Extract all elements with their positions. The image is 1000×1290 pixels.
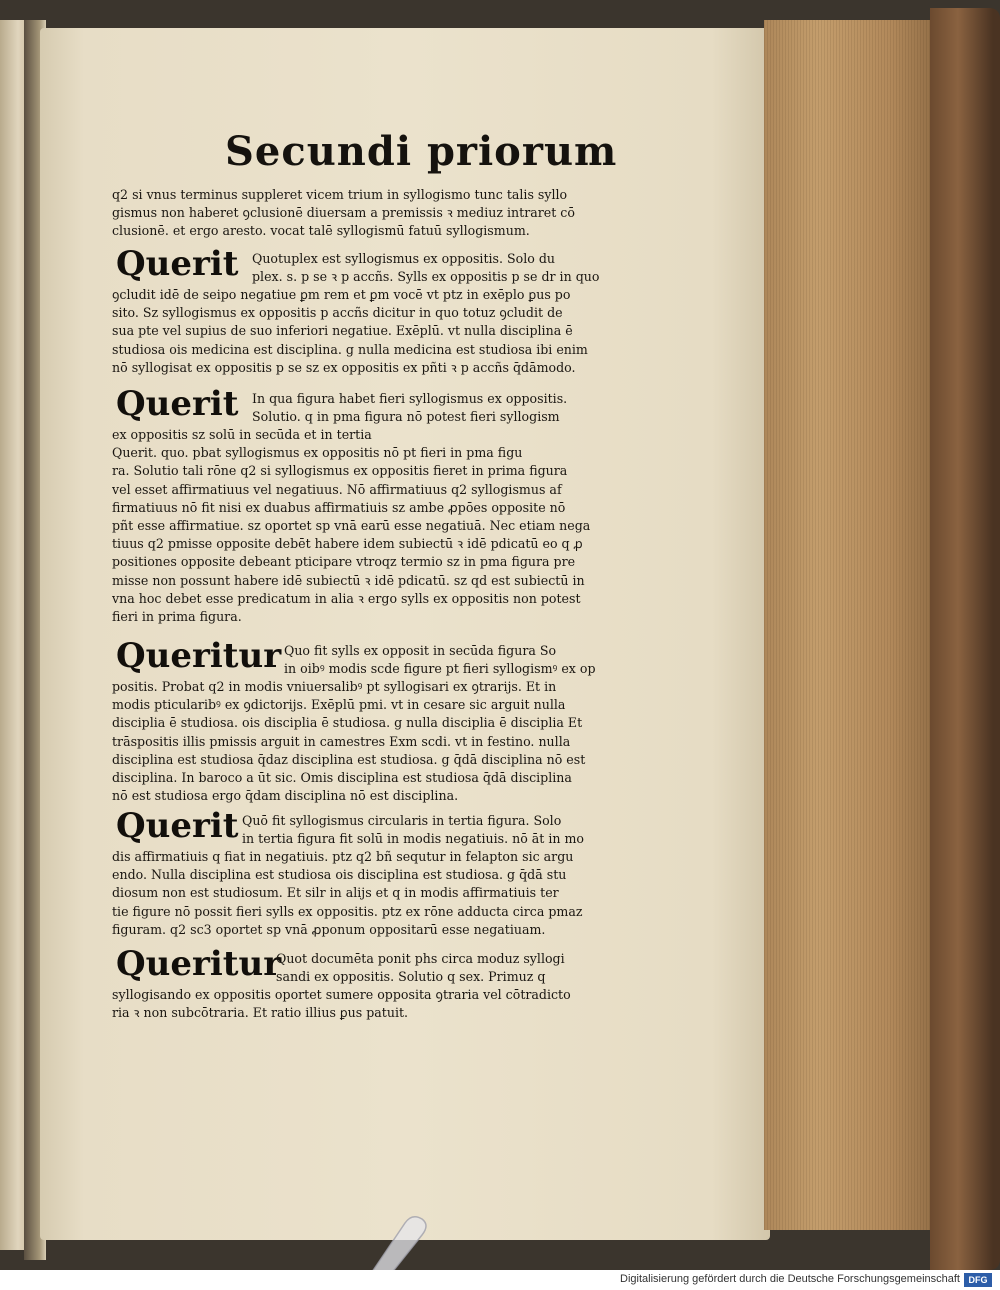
text-line: gismus non haberet ꝯclusionē diuersam a premissis ꝛ mediuz intraret cō (112, 205, 575, 221)
text-line: vel esset affirmatiuus vel negatiuus. Nō affirmatiuus q2 syllogismus af (112, 481, 562, 497)
text-line: positis. Probat q2 in modis vniuersalibꝰ pt syllogisari ex ꝯtrarijs. Et in (112, 679, 557, 694)
section-text (112, 426, 632, 626)
text-line: in tertia figura fit solū in modis negatiuis. nō āt in mo (242, 831, 585, 847)
text-line: diosum non est studiosum. Et silr in alijs et q in modis affirmatiuis ter (112, 885, 559, 901)
text-line: disciplina est studiosa q̄daz disciplina est studiosa. g q̄dā disciplina nō est (112, 751, 586, 767)
intro-text (112, 186, 632, 241)
section-text (252, 390, 632, 426)
section-text (112, 848, 632, 939)
section-text (112, 286, 632, 377)
text-line: nō syllogisat ex oppositis p se sz ex oppositis ex pñti ꝛ p accñs q̄dāmodo. (112, 359, 576, 375)
text-line: figuram. q2 sc3 oportet sp vnā ꝓponum oppositarū esse negatiuam. (112, 921, 546, 937)
section-text (112, 986, 632, 1022)
text-line: misse non possunt habere idē subiectū ꝛ idē pdicatū. sz qd est subiectū in (112, 572, 585, 588)
text-line: positiones opposite debeant pticipare vtroqz termio sz in pma figura pre (112, 554, 576, 570)
running-head: Secundi priorum (225, 128, 618, 175)
footer-bar (0, 1270, 1000, 1290)
text-line: Quo fit sylls ex opposit in secūda figura So (284, 643, 557, 658)
text-line: Quō fit syllogismus circularis in tertia figura. Solo (242, 813, 562, 828)
text-line: In qua figura habet fieri syllogismus ex oppositis. (252, 391, 568, 406)
text-line: pñt esse affirmatiue. sz oportet sp vnā earū esse negatiuā. Nec etiam nega (112, 517, 591, 533)
text-line: ra. Solutio tali rōne q2 si syllogismus ex oppositis fieret in prima figura (112, 463, 568, 479)
book-cover (930, 8, 1000, 1270)
text-line: fieri in prima figura. (112, 608, 242, 624)
text-line: sandi ex oppositis. Solutio q sex. Primuz q (276, 969, 546, 985)
dfg-logo-icon: DFG (964, 1273, 992, 1287)
text-line: modis pticularibꝰ ex ꝯdictorijs. Exēplū pmi. vt in cesare sic arguit nulla (112, 697, 566, 713)
text-line: trāspositis illis pmissis arguit in camestres Exm scdi. vt in festino. nulla (112, 733, 571, 749)
text-line: in oibꝰ modis scde figure pt fieri syllogismꝰ ex op (284, 661, 596, 677)
page-edges (764, 20, 944, 1230)
text-line: ex oppositis sz solū in secūda et in tertia (112, 427, 372, 442)
book-weight-pointer (360, 1205, 440, 1275)
text-line: ꝯcludit idē de seipo negatiue ꝑm rem et ꝑm vocē vt ptz in exēplo ꝑus po (112, 287, 571, 302)
text-line: endo. Nulla disciplina est studiosa ois disciplina est studiosa. g q̄dā stu (112, 867, 567, 883)
text-line: syllogisando ex oppositis oportet sumere opposita ꝯtraria vel cōtradicto (112, 987, 571, 1002)
section-text (112, 678, 632, 805)
text-line: disciplina. In baroco a ūt sic. Omis disciplina est studiosa q̄dā disciplina (112, 769, 572, 785)
section-initial: Querit (116, 384, 239, 424)
text-line: Quotuplex est syllogismus ex oppositis. Solo du (252, 251, 555, 266)
funding-credit: Digitalisierung gefördert durch die Deutsche Forschungsgemeinschaft (620, 1273, 960, 1285)
text-line: tiuus q2 pmisse opposite debēt habere idem subiectū ꝛ idē pdicatū eo q ꝓ (112, 536, 583, 552)
text-line: nō est studiosa ergo q̄dam disciplina nō est disciplina. (112, 788, 459, 804)
text-line: disciplia ē studiosa. ois disciplia ē studiosa. g nulla disciplia ē disciplia Et (112, 715, 583, 731)
text-line: Solutio. q in pma figura nō potest fieri syllogism (252, 409, 560, 425)
section-text (284, 642, 632, 678)
section-text (242, 812, 632, 848)
section-text (252, 250, 632, 286)
text-line: studiosa ois medicina est disciplina. g nulla medicina est studiosa ibi enim (112, 341, 588, 357)
section-initial: Querit (116, 244, 239, 284)
text-line: ria ꝛ non subcōtraria. Et ratio illius ꝑus patuit. (112, 1005, 409, 1021)
text-line: Quot documēta ponit phs circa moduz syllogi (276, 951, 565, 966)
text-line: vna hoc debet esse predicatum in alia ꝛ ergo sylls ex oppositis non potest (112, 590, 581, 606)
section-initial: Queritur (116, 636, 282, 676)
text-line: sito. Sz syllogismus ex oppositis p accñs dicitur in quo totuz ꝯcludit de (112, 305, 563, 321)
text-line: Querit. quo. pbat syllogismus ex oppositis nō pt fieri in pma figu (112, 445, 523, 461)
section-initial: Queritur (116, 944, 282, 984)
section-text (276, 950, 632, 986)
text-line: q2 si vnus terminus suppleret vicem trium in syllogismo tunc talis syllo (112, 187, 568, 202)
text-line: firmatiuus nō fit nisi ex duabus affirmatiuis sz ambe ꝓpōes opposite nō (112, 499, 566, 515)
text-line: tie figure nō possit fieri sylls ex oppositis. ptz ex rōne adducta circa pmaz (112, 903, 583, 919)
text-line: plex. s. p se ꝛ p accñs. Sylls ex oppositis p se dr in quo (252, 269, 600, 285)
text-line: dis affirmatiuis q fiat in negatiuis. ptz q2 bñ sequtur in felapton sic argu (112, 849, 574, 864)
text-line: sua pte vel supius de suo inferiori negatiue. Exēplū. vt nulla disciplina ē (112, 323, 573, 339)
section-initial: Querit (116, 806, 239, 846)
text-line: clusionē. et ergo aresto. vocat talē syllogismū fatuū syllogismum. (112, 223, 530, 239)
